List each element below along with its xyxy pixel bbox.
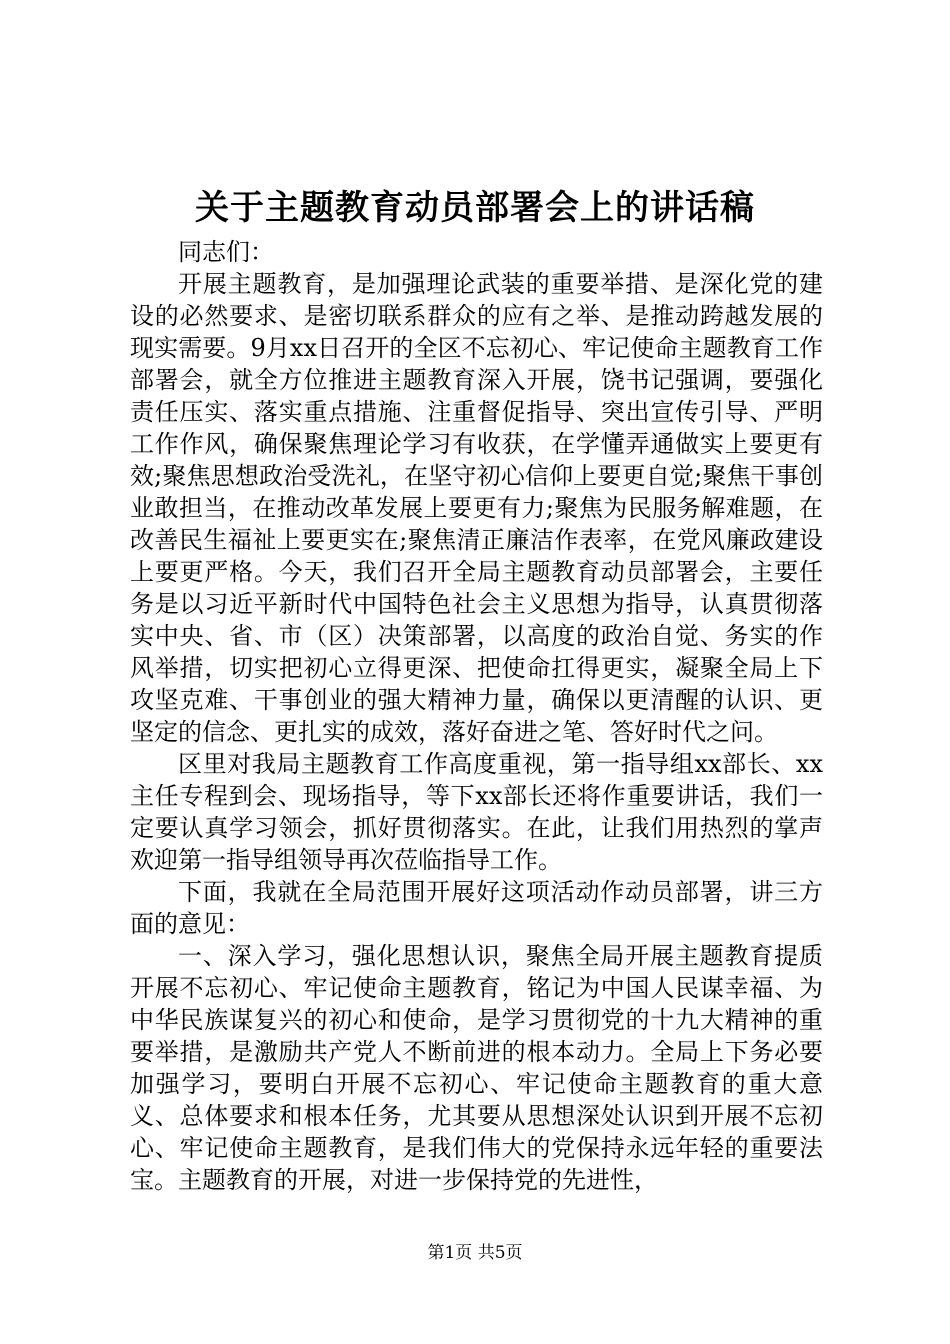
document-body bbox=[130, 236, 823, 1196]
body-paragraph: 一、深入学习，强化思想认识，聚焦全局开展主题教育提质开展不忘初心、牢记使命主题教育，铭记为中国人民谋幸福、为中华民族谋复兴的初心和使命，是学习贯彻党的十九大精神的重要举措，是激励共产党人不断前进的根本动力。全局上下务必要加强学习，要明白开展不忘初心、牢记使命主题教育的重大意义、总体要求和根本任务，尤其要从思想深处认识到开展不忘初心、牢记使命主题教育，是我们伟大的党保持永远年轻的重要法宝。主题教育的开展，对进一步保持党的先进性， bbox=[130, 942, 823, 1194]
document-title: 关于主题教育动员部署会上的讲话稿 bbox=[195, 188, 755, 228]
salutation-paragraph: 同志们： bbox=[178, 238, 274, 266]
page-footer: 第1页 共5页 bbox=[427, 1243, 523, 1263]
body-paragraph: 区里对我局主题教育工作高度重视，第一指导组xx部长、xx主任专程到会、现场指导，等下xx部长还将作重要讲话，我们一定要认真学习领会，抓好贯彻落实。在此，让我们用热烈的掌声欢迎第一指导组领导再次莅临指导工作。 bbox=[130, 750, 823, 874]
body-paragraph: 下面，我就在全局范围开展好这项活动作动员部署，讲三方面的意见： bbox=[130, 878, 823, 938]
body-paragraph: 开展主题教育，是加强理论武装的重要举措、是深化党的建设的必然要求、是密切联系群众的应有之举、是推动跨越发展的现实需要。9月xx日召开的全区不忘初心、牢记使命主题教育工作部署会，就全方位推进主题教育深入开展，饶书记强调，要强化责任压实、落实重点措施、注重督促指导、突出宣传引导、严明工作作风，确保聚焦理论学习有收获，在学懂弄通做实上要更有效;聚焦思想政治受洗礼，在坚守初心信仰上要更自觉;聚焦干事创业敢担当，在推动改革发展上要更有力;聚焦为民服务解难题，在改善民生福祉上要更实在;聚焦清正廉洁作表率，在党风廉政建设上要更严格。今天，我们召开全局主题教育动员部署会，主要任务是以习近平新时代中国特色社会主义思想为指导，认真贯彻落实中央、省、市（区）决策部署，以高度的政治自觉、务实的作风举措，切实把初心立得更深、把使命扛得更实，凝聚全局上下攻坚克难、干事创业的强大精神力量，确保以更清醒的认识、更坚定的信念、更扎实的成效，落好奋进之笔、答好时代之问。 bbox=[130, 270, 823, 746]
